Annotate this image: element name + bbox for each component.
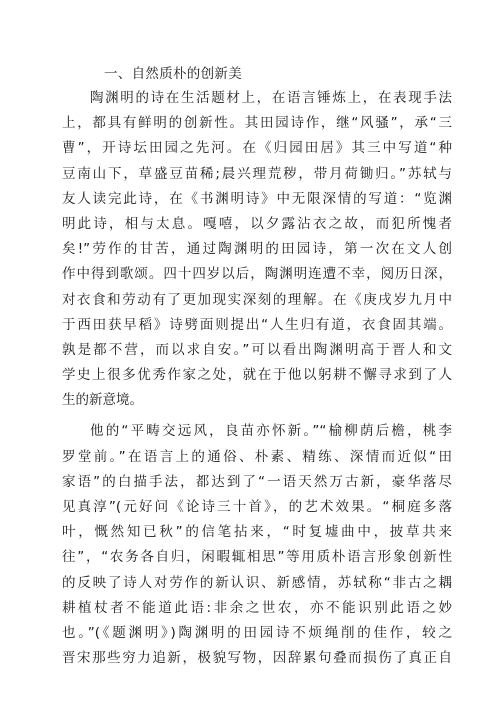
paragraph-2-line: 家语”的白描手法，都达到了“一语天然万古新，豪华落尽 [62, 473, 452, 490]
paragraph-1-line: 陶渊明的诗在生活题材上，在语言锤炼上，在表现手法 [90, 90, 452, 106]
paragraph-2-line: 也。”(《题渊明》)陶渊明的田园诗不烦绳削的佳作，较之 [62, 624, 452, 641]
paragraph-1-line: 作中得到歌颂。四十四岁以后，陶渊明连遭不幸，阅历日深， [62, 266, 452, 283]
body-text [62, 86, 452, 671]
paragraph-2-line: 往”，“农务各自归，闲暇辄相思”等用质朴语言形象创新性 [62, 549, 452, 566]
paragraph-2-line: 耕植杖者不能道此语:非余之世农，亦不能识别此语之妙 [62, 599, 452, 616]
paragraph-1-line: 对衣食和劳动有了更加现实深刻的理解。在《庚戌岁九月中 [62, 291, 452, 308]
paragraph-1-line: 孰是都不营，而以求自安。”可以看出陶渊明高于晋人和文 [62, 341, 452, 358]
paragraph-2-line: 他的“平畴交远风，良苗亦怀新。”“榆柳荫后檐，桃李 [90, 423, 452, 440]
paragraph-2-line: 晋宋那些穷力追新，极貌写物，因辞累句叠而损伤了真正自 [62, 650, 452, 667]
paragraph-2-line: 罗堂前。”在语言上的通俗、朴素、精练、深情而近似“田 [62, 448, 452, 465]
paragraph-1-line: 上，都具有鲜明的创新性。其田园诗作，继“风骚”，承“三 [62, 115, 452, 132]
section-heading: 一、自然质朴的创新美 [104, 66, 242, 82]
paragraph-1-line: 学史上很多优秀作家之处，就在于他以躬耕不懈寻求到了人 [62, 367, 452, 384]
paragraph-2-line: 的反映了诗人对劳作的新认识、新感情，苏轼称“非古之耦 [62, 574, 452, 591]
paragraph-2-line: 叶，慨然知已秋”的信笔拈来，“时复墟曲中，披草共来 [62, 524, 452, 541]
paragraph-1-line: 明此诗，相与太息。嘎嘻，以夕露沾衣之故，而犯所愧者 [62, 215, 452, 232]
paragraph-1-line: 生的新意境。 [62, 392, 143, 409]
paragraph-2-line: 见真淳”(元好问《论诗三十首》，的艺术效果。“桐庭多落 [62, 499, 452, 515]
paragraph-1-line: 豆南山下，草盛豆苗稀;晨兴理荒秽，带月荷锄归。”苏轼与 [62, 165, 452, 182]
paragraph-1-line: 友人读完此诗，在《书渊明诗》中无限深情的写道：“览渊 [62, 190, 452, 207]
paragraph-1-line: 于西田获早稻》诗劈面则提出“人生归有道，衣食固其端。 [62, 316, 452, 333]
paragraph-1-line: 矣!”劳作的甘苦，通过陶渊明的田园诗，第一次在文人创 [62, 241, 452, 258]
paragraph-1-line: 曹”，开诗坛田园之先河。在《归园田居》其三中写道“种 [62, 140, 452, 157]
